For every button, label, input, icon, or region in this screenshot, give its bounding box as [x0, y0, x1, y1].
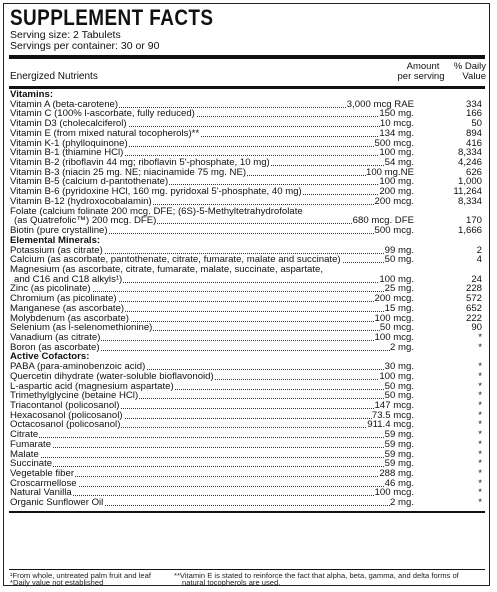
serving-size: Serving size: 2 Tabulets — [10, 29, 121, 41]
footnote-daily-value: *Daily value not established — [10, 578, 104, 587]
divider-footnotes — [9, 569, 485, 570]
nutrient-amount: 100 mg. — [379, 147, 414, 159]
nutrient-daily-value: * — [478, 361, 482, 373]
nutrient-amount: 15 mg. — [384, 302, 414, 314]
nutrient-daily-value: * — [478, 487, 482, 499]
nutrient-label: Manganese (as ascorbate) — [10, 302, 125, 314]
nutrient-daily-value: 50 — [471, 118, 482, 130]
nutrient-amount: 46 mg. — [384, 477, 414, 489]
nutrient-daily-value: 334 — [465, 98, 482, 110]
nutrient-label: Vitamin B-5 (calcium d-pantothenate) — [10, 176, 169, 188]
nutrient-daily-value: 90 — [471, 322, 482, 334]
nutrient-row — [10, 430, 486, 440]
column-header-dv-2: Value — [462, 71, 486, 82]
nutrient-label: Selenium (as l-selenomethionine) — [10, 322, 153, 334]
footnote-vitamin-e-cont: natural tocopherols are used. — [182, 578, 281, 587]
nutrient-row — [10, 498, 486, 508]
nutrient-daily-value: 11,264 — [453, 186, 482, 198]
nutrient-label: Vitamin A (beta-carotene) — [10, 98, 119, 110]
nutrient-daily-value: 626 — [465, 166, 482, 178]
nutrient-label: and C16 and C18 alkyls¹) — [14, 273, 123, 285]
nutrient-label: Vitamins: — [10, 89, 54, 100]
nutrient-label: PABA (para-aminobenzoic acid) — [10, 361, 146, 373]
nutrient-daily-value: 1,666 — [457, 225, 482, 237]
supplement-facts-panel — [3, 3, 490, 586]
nutrient-amount: 500 mcg. — [374, 137, 414, 149]
nutrient-row — [10, 450, 486, 460]
nutrient-label: Vegetable fiber — [10, 468, 75, 480]
nutrient-rows — [10, 90, 486, 508]
nutrient-amount: 59 mg. — [384, 458, 414, 470]
nutrient-label: Malate — [10, 448, 39, 460]
nutrient-label: Vitamin B-1 (thiamine HCl) — [10, 147, 124, 159]
nutrient-amount: 50 mg. — [384, 390, 414, 402]
nutrient-amount: 100 mg. — [379, 370, 414, 382]
nutrient-daily-value: * — [478, 400, 482, 411]
panel-title: SUPPLEMENT FACTS — [10, 5, 214, 30]
column-header-amount-2: per serving — [397, 71, 445, 82]
footnote-vitamin-e: **Vitamin E is stated to reinforce the fact that alpha, beta, gamma, and delta forms of — [174, 571, 459, 580]
nutrient-label: Vitamin C (100% l-ascorbate, fully reduced) — [10, 108, 195, 120]
nutrient-daily-value: * — [478, 458, 482, 470]
nutrient-daily-value: 24 — [471, 273, 482, 285]
nutrient-label: Vitamin E (from mixed natural tocopherols)** — [10, 127, 200, 139]
nutrient-amount: 680 mcg. DFE — [352, 215, 414, 227]
nutrient-daily-value: 228 — [465, 283, 482, 295]
nutrient-daily-value: 222 — [465, 312, 482, 324]
nutrient-daily-value: 4 — [476, 254, 482, 266]
nutrient-amount: 100 mg. — [379, 176, 414, 188]
nutrient-amount: 3,000 mcg RAE — [346, 98, 414, 110]
nutrient-label: Zinc (as picolinate) — [10, 283, 91, 295]
nutrient-label: Succinate — [10, 458, 53, 470]
nutrient-label: Potassium (as citrate) — [10, 244, 103, 256]
nutrient-row — [10, 469, 486, 479]
nutrient-daily-value: 572 — [465, 293, 482, 305]
nutrient-amount: 100 mg. — [379, 273, 414, 285]
nutrient-daily-value: * — [478, 429, 482, 441]
nutrient-label: Vitamin K-1 (phylloquinone) — [10, 137, 128, 149]
nutrient-daily-value: 166 — [465, 108, 482, 120]
nutrient-label: Natural Vanilla — [10, 487, 72, 499]
nutrient-daily-value: 416 — [465, 137, 482, 149]
nutrient-amount: 100 mcg. — [374, 331, 414, 343]
nutrient-amount: 50 mcg. — [379, 322, 414, 334]
nutrient-label: Triacontanol (policosanol) — [10, 400, 120, 411]
nutrient-label: Organic Sunflower Oil — [10, 497, 104, 509]
dot-leader — [14, 447, 402, 448]
nutrient-amount: 150 mg. — [379, 108, 414, 120]
nutrient-daily-value: 8,334 — [457, 147, 482, 159]
nutrient-label: Octacosanol (policosanol) — [10, 419, 121, 431]
nutrient-label: Boron (as ascorbate) — [10, 341, 100, 353]
servings-per-container: Servings per container: 30 or 90 — [10, 40, 160, 52]
nutrient-amount: 25 mg. — [384, 283, 414, 295]
nutrient-label: Fumarate — [10, 438, 52, 450]
nutrient-label: Biotin (pure crystalline) — [10, 225, 108, 237]
nutrient-label: Vitamin B-2 (riboflavin 44 mg; riboflavin 5'-phosphate, 10 mg) — [10, 157, 270, 169]
nutrient-label: Croscarmellose — [10, 477, 77, 489]
nutrient-daily-value: * — [478, 448, 482, 460]
nutrient-daily-value: 652 — [465, 302, 482, 314]
column-header-dv-1: % Daily — [453, 61, 486, 72]
nutrient-label: Trimethylglycine (betaine HCl) — [10, 390, 139, 402]
nutrient-amount: 200 mcg. — [374, 195, 414, 207]
nutrient-daily-value: * — [478, 468, 482, 480]
nutrient-label: Elemental Minerals: — [10, 234, 101, 246]
thick-divider-top — [9, 55, 485, 59]
nutrient-amount: 50 mg. — [384, 254, 414, 266]
thick-divider-header — [9, 86, 485, 89]
nutrient-label: Active Cofactors: — [10, 351, 90, 363]
nutrient-daily-value: * — [478, 438, 482, 450]
nutrient-daily-value: 2 — [476, 244, 482, 256]
divider-bottom — [9, 511, 485, 513]
nutrient-row — [10, 479, 486, 489]
nutrient-daily-value: 1,000 — [457, 176, 482, 188]
nutrient-label: Folate (calcium folinate 200 mcg. DFE; (6S)-5-Methyltetrahydrofolate — [10, 205, 303, 217]
nutrient-amount: 99 mg. — [384, 244, 414, 256]
column-header-nutrients: Energized Nutrients — [10, 71, 98, 82]
nutrient-daily-value: 894 — [465, 127, 482, 139]
nutrient-label: Hexacosanol (policosanol) — [10, 409, 123, 421]
nutrient-label: (as Quatrefolic™) 200 mcg. DFE) — [14, 215, 157, 227]
column-header-amount-1: Amount — [406, 61, 440, 72]
nutrient-amount: 500 mcg. — [374, 225, 414, 237]
dot-leader — [14, 457, 402, 458]
nutrient-row — [10, 459, 486, 469]
nutrient-daily-value: * — [478, 390, 482, 402]
nutrient-daily-value: * — [478, 409, 482, 421]
nutrient-amount: 100 mg.NE — [366, 166, 414, 178]
nutrient-label: Vitamin B-3 (niacin 25 mg. NE; niacinamide 75 mg. NE) — [10, 166, 247, 178]
nutrient-label: Magnesium (as ascorbate, citrate, fumarate, malate, succinate, aspartate, — [10, 263, 324, 275]
nutrient-daily-value: * — [478, 341, 482, 353]
nutrient-row — [10, 420, 486, 430]
nutrient-amount: 200 mg. — [379, 186, 414, 198]
nutrient-daily-value: * — [478, 419, 482, 431]
nutrient-amount: 50 mg. — [384, 380, 414, 392]
nutrient-amount: 59 mg. — [384, 438, 414, 450]
nutrient-amount: 2 mg. — [390, 497, 414, 509]
nutrient-amount: 59 mg. — [384, 429, 414, 441]
nutrient-label: Citrate — [10, 429, 39, 441]
dot-leader — [14, 437, 402, 438]
nutrient-amount: 54 mg. — [384, 157, 414, 169]
nutrient-amount: 288 mg. — [379, 468, 414, 480]
nutrient-daily-value: * — [478, 331, 482, 343]
nutrient-amount: 59 mg. — [384, 448, 414, 460]
nutrient-label: Quercetin dihydrate (water-soluble bioflavonoid) — [10, 370, 214, 382]
nutrient-daily-value: * — [478, 380, 482, 392]
nutrient-label: Calcium (as ascorbate, pantothenate, citrate, fumarate, malate and succinate) — [10, 254, 341, 266]
nutrient-daily-value: * — [478, 370, 482, 382]
nutrient-daily-value: 8,334 — [457, 195, 482, 207]
nutrient-amount: 2 mg. — [390, 341, 414, 353]
nutrient-amount: 30 mg. — [384, 361, 414, 373]
nutrient-label: Vanadium (as citrate) — [10, 331, 101, 343]
nutrient-daily-value: 4,246 — [457, 157, 482, 169]
nutrient-amount: 200 mcg. — [374, 293, 414, 305]
nutrient-amount: 100 mcg. — [374, 487, 414, 499]
nutrient-amount: 73.5 mcg. — [371, 409, 414, 421]
nutrient-amount: 134 mg. — [379, 127, 414, 139]
nutrient-daily-value: * — [478, 497, 482, 509]
nutrient-daily-value: 170 — [465, 215, 482, 227]
nutrient-amount: 100 mcg. — [374, 312, 414, 324]
nutrient-label: Chromium (as picolinate) — [10, 293, 117, 305]
nutrient-row — [10, 440, 486, 450]
nutrient-label: Vitamin D3 (cholecalciferol) — [10, 118, 127, 130]
nutrient-daily-value: * — [478, 477, 482, 489]
nutrient-amount: 10 mcg. — [379, 118, 414, 130]
nutrient-amount: 911.4 mcg. — [367, 419, 414, 431]
nutrient-label: Vitamin B-6 (pyridoxine HCl, 160 mg. pyridoxal 5'-phosphate, 40 mg) — [10, 186, 302, 198]
nutrient-label: L-aspartic acid (magnesium aspartate) — [10, 380, 174, 392]
nutrient-amount: 147 mcg. — [374, 400, 414, 411]
nutrient-label: Vitamin B-12 (hydroxocobalamin) — [10, 195, 152, 207]
nutrient-label: Molybdenum (as ascorbate) — [10, 312, 129, 324]
footnote-palm: ¹From whole, untreated palm fruit and leaf — [10, 571, 151, 580]
